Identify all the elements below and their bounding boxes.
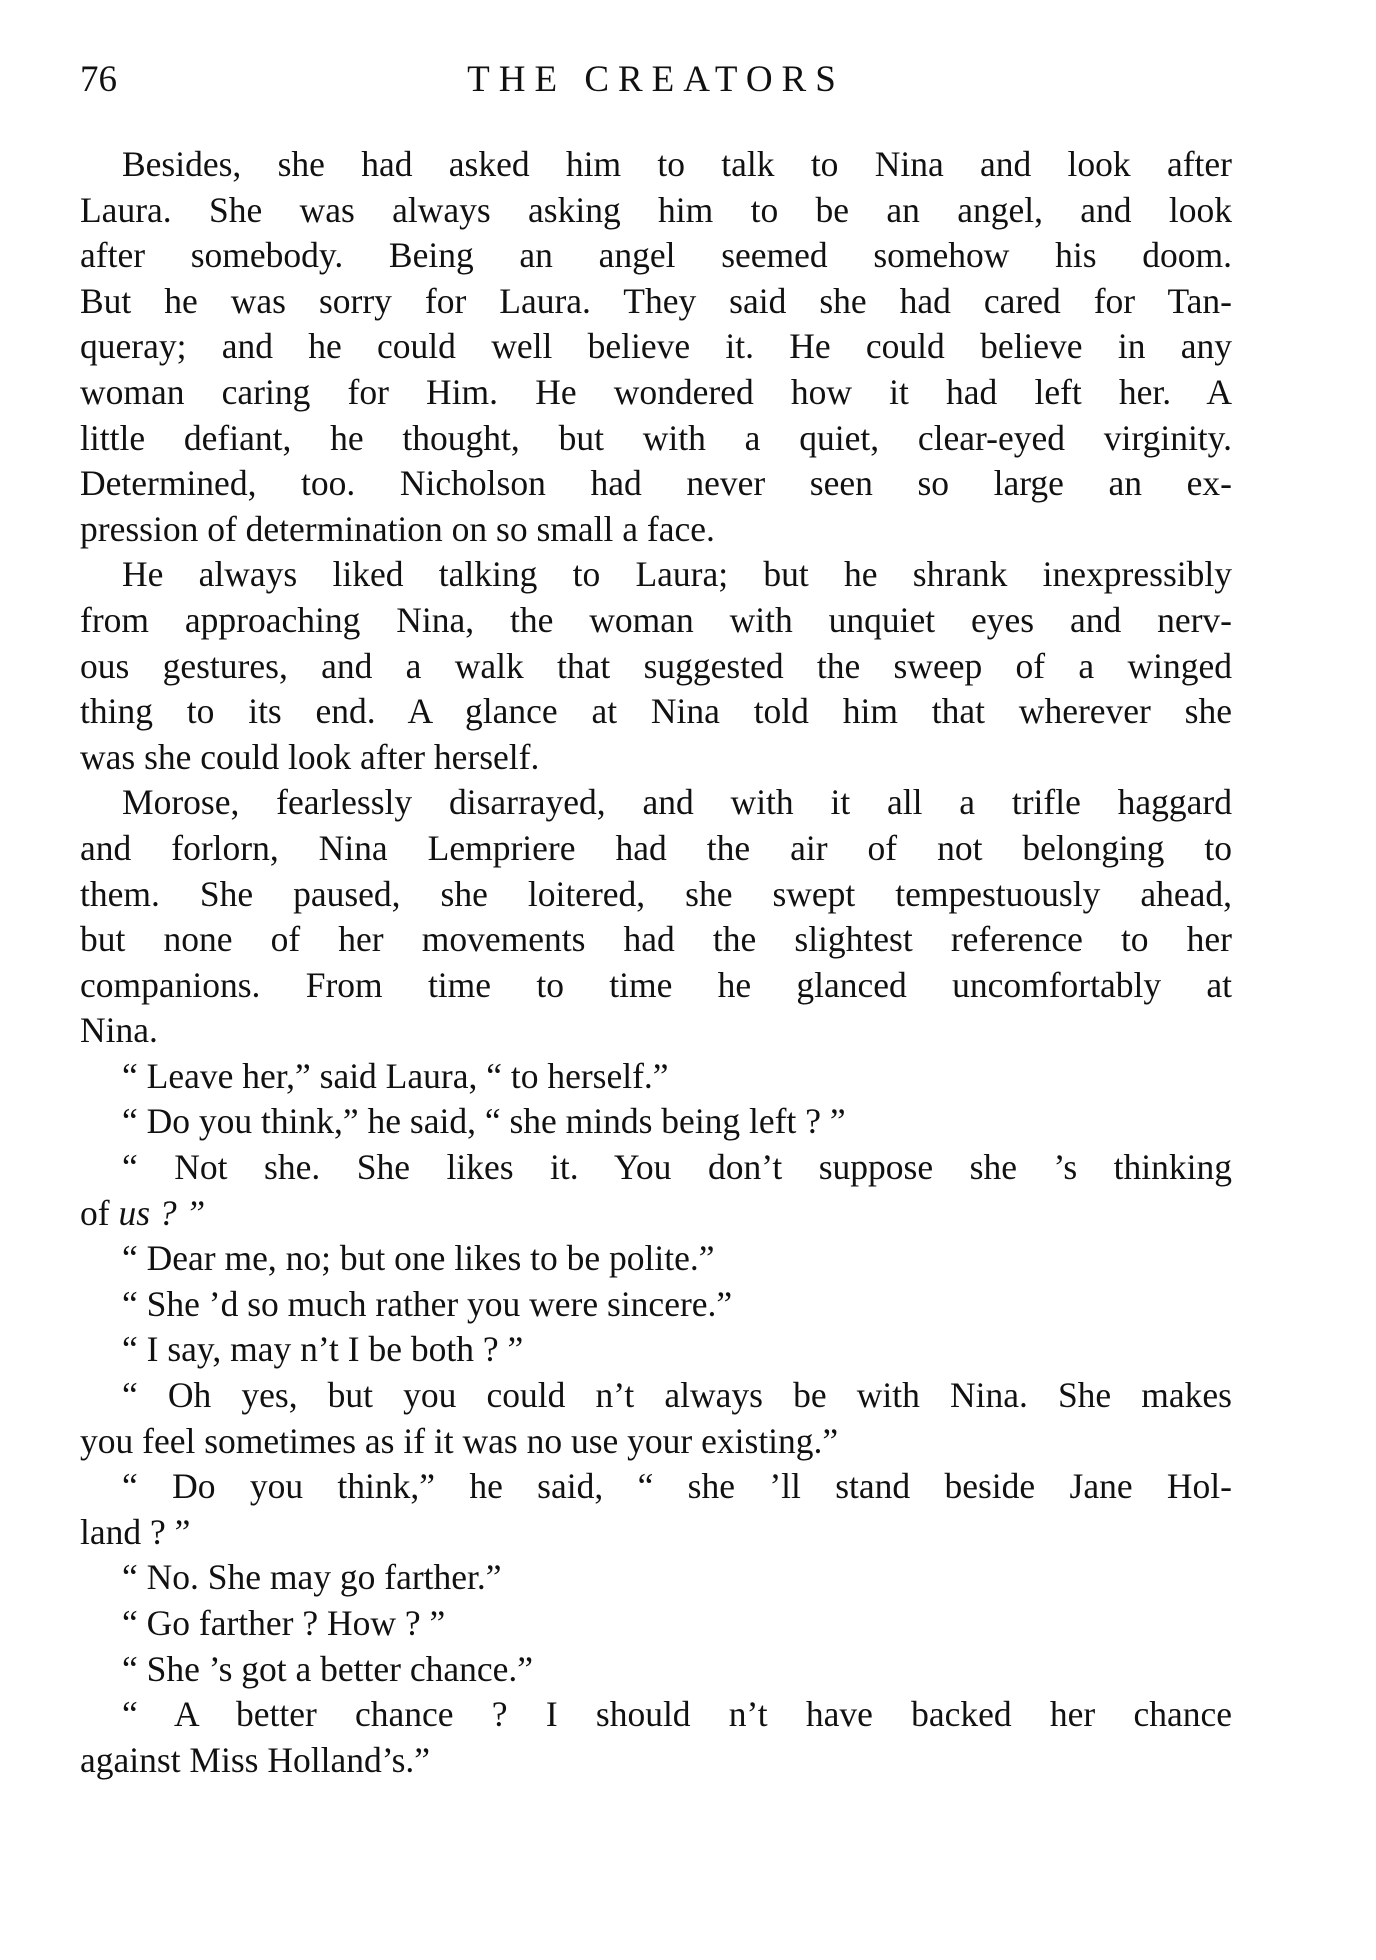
text-line (80, 826, 1232, 872)
text-line-content: Morose, fearlessly disarrayed, and with it all a trifle haggard (122, 782, 1232, 823)
text-line-content: “ I say, may n’t I be both ? ” (122, 1329, 524, 1370)
text-line-content: from approaching Nina, the woman with unquiet eyes and nerv- (80, 599, 1232, 640)
text-line-content: ous gestures, and a walk that suggested the sweep of a winged (80, 645, 1232, 686)
text-line (80, 1738, 1232, 1784)
text-line-content: Determined, too. Nicholson had never seen so large an ex- (80, 463, 1232, 504)
text-line (80, 370, 1232, 416)
text-line (80, 1099, 1232, 1145)
text-line-content: “ Oh yes, but you could n’t always be with Nina. She makes (122, 1375, 1232, 1416)
text-line (80, 1008, 1232, 1054)
book-title: THE CREATORS (467, 59, 845, 100)
text-line-content: But he was sorry for Laura. They said she had cared for Tan- (80, 280, 1232, 321)
text-line (80, 963, 1232, 1009)
text-line-content: “ Go farther ? How ? ” (122, 1603, 446, 1643)
text-line (80, 1601, 1232, 1647)
text-line-content: them. She paused, she loitered, she swept tempestuously ahead, (80, 873, 1232, 914)
text-line (80, 917, 1232, 963)
text-line (80, 142, 1232, 188)
text-line-content: woman caring for Him. He wondered how it had left her. A (80, 371, 1232, 412)
text-line (80, 279, 1232, 325)
text-line-content: was she could look after herself. (80, 736, 540, 777)
page-number: 76 (80, 59, 117, 100)
text-line-content: thing to its end. A glance at Nina told him that wherever she (80, 691, 1232, 732)
text-line (80, 1327, 1232, 1373)
text-line-content: Nina. (80, 1010, 158, 1051)
text-line (80, 1419, 1232, 1465)
text-line-content: you feel sometimes as if it was no use your existing.” (80, 1420, 839, 1461)
italic-text: us ? ” (118, 1192, 206, 1233)
text-line-content: and forlorn, Nina Lempriere had the air of not belonging to (80, 827, 1232, 868)
text-line (80, 598, 1232, 644)
text-line (80, 780, 1232, 826)
text-line-content: pression of determination on so small a face. (80, 508, 715, 549)
text-line (80, 689, 1232, 735)
text-line (80, 1145, 1232, 1191)
text-line (80, 461, 1232, 507)
text-line (80, 1692, 1232, 1738)
text-line (80, 1647, 1232, 1693)
text-line-content: against Miss Holland’s.” (80, 1739, 431, 1780)
text-line-content: of (80, 1192, 119, 1233)
text-line (80, 188, 1232, 234)
text-line (80, 1555, 1232, 1601)
text-line (80, 872, 1232, 918)
text-line (80, 324, 1232, 370)
text-line-content: “ Do you think,” he said, “ she minds being left ? ” (122, 1101, 846, 1142)
text-line (80, 1373, 1232, 1419)
text-line-content: little defiant, he thought, but with a quiet, clear-eyed virginity. (80, 417, 1232, 458)
text-line-content: but none of her movements had the slightest reference to her (80, 919, 1232, 960)
text-line-content: “ No. She may go farther.” (122, 1557, 502, 1598)
text-line (80, 416, 1232, 462)
text-line-content: “ Do you think,” he said, “ she ’ll stand beside Jane Hol- (122, 1466, 1232, 1507)
text-line-content: “ Leave her,” said Laura, “ to herself.” (122, 1055, 669, 1096)
text-line (80, 1510, 1232, 1556)
body-text (80, 142, 1232, 1783)
text-line (80, 552, 1232, 598)
text-line-content: “ Dear me, no; but one likes to be polite.” (122, 1238, 715, 1279)
text-line (80, 644, 1232, 690)
text-line-content: He always liked talking to Laura; but he shrank inexpressibly (122, 554, 1232, 595)
text-line (80, 507, 1232, 553)
text-line (80, 1282, 1232, 1328)
text-line-content: after somebody. Being an angel seemed somehow his doom. (80, 235, 1232, 276)
text-line (80, 233, 1232, 279)
running-head (80, 56, 1232, 104)
text-line (80, 735, 1232, 781)
text-line-content: “ She ’d so much rather you were sincere.” (122, 1283, 733, 1324)
text-line-content: companions. From time to time he glanced uncomfortably at (80, 964, 1232, 1005)
text-line-content: Besides, she had asked him to talk to Nina and look after (122, 144, 1232, 184)
text-line-content: “ She ’s got a better chance.” (122, 1648, 534, 1689)
text-line (80, 1464, 1232, 1510)
text-line (80, 1236, 1232, 1282)
text-line-content: “ A better chance ? I should n’t have backed her chance (122, 1694, 1232, 1735)
text-line-content: “ Not she. She likes it. You don’t suppose she ’s thinking (122, 1147, 1232, 1188)
text-line-content: queray; and he could well believe it. He could believe in any (80, 326, 1232, 367)
text-line (80, 1191, 1232, 1237)
text-line (80, 1054, 1232, 1100)
text-line-content: Laura. She was always asking him to be an angel, and look (80, 189, 1232, 230)
text-line-content: land ? ” (80, 1511, 191, 1552)
